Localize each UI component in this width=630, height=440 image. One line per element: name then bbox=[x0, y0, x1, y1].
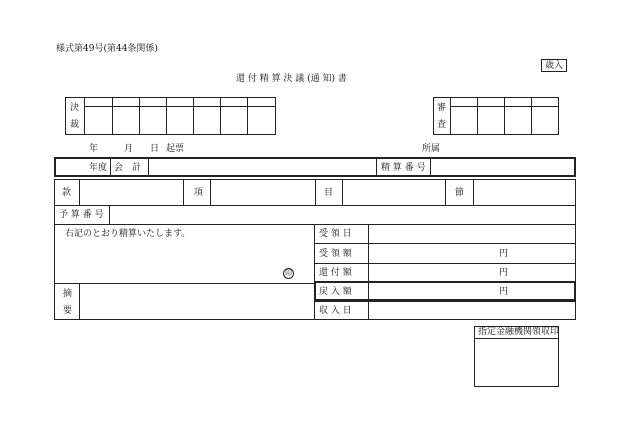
account-label: 会 計 bbox=[114, 163, 142, 173]
approval-left-label-2: 裁 bbox=[70, 120, 80, 130]
page-title: 還 付 精 算 決 議 (通 知) 書 bbox=[236, 74, 347, 84]
return-amount-row bbox=[314, 281, 576, 301]
settlement-number-label: 精 算 番 号 bbox=[381, 163, 426, 173]
budget-number-label: 予 算 番 号 bbox=[59, 210, 104, 220]
received-amount-yen: 円 bbox=[499, 249, 509, 259]
summary-label-1: 摘 bbox=[63, 289, 73, 299]
refund-amount-label: 還 付 額 bbox=[319, 268, 352, 278]
receipt-stamp-label: 歳入 bbox=[545, 61, 564, 71]
date-year-label: 年 bbox=[89, 144, 99, 154]
return-amount-yen: 円 bbox=[499, 287, 509, 297]
setsu-label: 節 bbox=[455, 188, 465, 198]
kou-label: 項 bbox=[194, 188, 204, 198]
form-number: 様式第49号(第44条関係) bbox=[56, 44, 158, 54]
summary-area bbox=[54, 283, 315, 320]
collection-date-label: 収 入 日 bbox=[319, 306, 352, 316]
bank-receipt-box bbox=[474, 326, 559, 387]
return-amount-label: 戻 入 額 bbox=[319, 287, 352, 297]
approval-right-label-2: 査 bbox=[437, 120, 447, 130]
approval-grid-right bbox=[433, 97, 559, 135]
received-date-label: 受 領 日 bbox=[319, 229, 352, 239]
approval-grid-left bbox=[65, 97, 276, 135]
receipt-stamp-box bbox=[541, 59, 567, 72]
seal-circle bbox=[283, 268, 294, 279]
statement-text: 右記のとおり精算いたします。 bbox=[65, 229, 191, 239]
kan-label: 款 bbox=[62, 188, 72, 198]
approval-right-label-1: 審 bbox=[437, 103, 447, 113]
bank-receipt-label: 指定金融機関領収印 bbox=[478, 327, 560, 337]
seal-label: 印 bbox=[285, 269, 292, 277]
fiscal-year-label: 年度 bbox=[89, 163, 108, 173]
drafted-label: 起票 bbox=[166, 144, 185, 154]
statement-area bbox=[54, 224, 315, 284]
summary-label-2: 要 bbox=[63, 306, 73, 316]
account-row bbox=[54, 157, 576, 177]
budget-row bbox=[54, 179, 576, 206]
refund-amount-yen: 円 bbox=[499, 268, 509, 278]
date-month-label: 月 bbox=[124, 144, 134, 154]
approval-left-label-1: 決 bbox=[70, 103, 80, 113]
amounts-table bbox=[314, 224, 576, 320]
received-amount-label: 受 領 額 bbox=[319, 249, 352, 259]
budget-number-row bbox=[54, 205, 576, 225]
date-day-label: 日 bbox=[150, 144, 160, 154]
department-label: 所属 bbox=[422, 144, 441, 154]
moku-label: 目 bbox=[324, 188, 334, 198]
